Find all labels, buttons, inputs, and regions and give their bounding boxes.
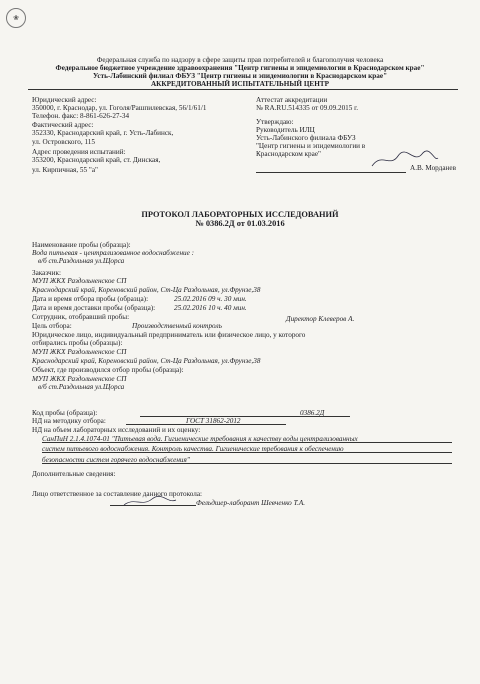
nd-line-1: СанПиН 2.1.4.1074-01 "Питьевая вода. Гигиенические требования к качеству воды централизованных (42, 435, 358, 443)
entity-line-1: МУП ЖКХ Раздольненское СП (32, 348, 127, 356)
nd-underline-1 (42, 442, 452, 443)
header-divider (28, 89, 458, 90)
nd-underline-3 (42, 463, 452, 464)
sampling-method-value: ГОСТ 31862-2012 (186, 417, 241, 425)
head-title-line-4: Краснодарском крае" (256, 150, 321, 158)
header-line-3: Усть-Лабинский филиал ФБУЗ "Центр гигиены и эпидемиологии в Краснодарском крае" (92, 72, 388, 80)
nd-underline-2 (42, 452, 452, 453)
sample-code-label: Код пробы (образца): (32, 409, 98, 417)
object-line-2: в/б ст.Раздольная ул.Щорса (38, 383, 125, 391)
sample-name-line-2: в/б ст.Раздольная ул.Щорса (38, 257, 125, 265)
entity-label-line-1: Юридическое лицо, индивидуальный предприниматель или физическое лицо, у которого (32, 331, 306, 339)
entity-label-line-2: отбирались пробы (образцы): (32, 339, 123, 347)
legal-address: 350000, г. Краснодар, ул. Гоголя/Рашпилевская, 56/1/61/1 (32, 104, 207, 112)
sample-name-label: Наименование пробы (образца): (32, 241, 131, 249)
header-line-4: АККРЕДИТОВАННЫЙ ИСПЫТАТЕЛЬНЫЙ ЦЕНТР (150, 80, 329, 88)
extra-info-label: Дополнительные сведения: (32, 470, 116, 478)
head-signer-name: А.В. Морданев (410, 164, 456, 172)
head-title-line-1: Руководитель ИЛЦ (256, 126, 315, 134)
accreditation-number: № RA.RU.514335 от 09.09.2015 г. (256, 104, 359, 112)
header-line-1: Федеральная служба по надзору в сфере защиты прав потребителей и благополучия человека (96, 56, 384, 64)
actual-address-line-1: 352330, Краснодарский край, г. Усть-Лабинск, (32, 129, 174, 137)
delivery-datetime-value: 25.02.2016 10 ч. 40 мин. (174, 304, 247, 312)
head-title-line-3: "Центр гигиены и эпидемиологии в (256, 142, 366, 150)
customer-label: Заказчик: (32, 269, 62, 277)
approval-label: Утверждаю: (256, 118, 294, 126)
responsible-signature-icon (120, 495, 180, 507)
phone-fax: Телефон. факс: 8-861-626-27-34 (32, 112, 130, 120)
head-title-line-2: Усть-Лабинского филиала ФБУЗ (256, 134, 356, 142)
actual-address-label: Фактический адрес: (32, 121, 94, 129)
object-line-1: МУП ЖКХ Раздольненское СП (32, 375, 127, 383)
sampling-datetime-value: 25.02.2016 09 ч. 30 мин. (174, 295, 247, 303)
purpose-value: Производственный контроль (132, 322, 222, 330)
entity-line-2: Краснодарский край, Кореновский район, Ст-Ца Раздольная, ул.Фрунзе,38 (32, 357, 261, 365)
test-address-label: Адрес проведения испытаний: (32, 148, 126, 156)
employee-label: Сотрудник, отобравший пробы: (32, 313, 130, 321)
sampling-method-label: НД на методику отбора: (32, 417, 106, 425)
sampling-datetime-label: Дата и время отбора пробы (образца): (32, 295, 149, 303)
employee-value: Директор Клеверов А. (286, 315, 355, 323)
actual-address-line-2: ул. Островского, 115 (32, 138, 95, 146)
nd-label: НД на объем лабораторных исследований и их оценку: (32, 426, 201, 434)
purpose-label: Цель отбора: (32, 322, 72, 330)
logo-emblem-icon: ❀ (6, 8, 26, 28)
sampling-method-underline (126, 424, 286, 425)
responsible-label: Лицо ответственное за составление данного протокола: (32, 490, 203, 498)
legal-address-label: Юридический адрес: (32, 96, 97, 104)
protocol-number: № 0386.2Д от 01.03.2016 (195, 219, 285, 228)
nd-line-2: систем питьевого водоснабжения. Контроль качества. Гигиенические требования к обеспечению (42, 445, 344, 453)
signature-line (256, 172, 406, 173)
customer-line-2: Краснодарский край, Кореновский район, Ст-Ца Раздольная, ул.Фрунзе,38 (32, 286, 261, 294)
nd-line-3: безопасности систем горячего водоснабжения" (42, 456, 190, 464)
customer-line-1: МУП ЖКХ Раздольненское СП (32, 277, 127, 285)
sample-name-line-1: Вода питьевая - централизованное водоснабжение : (32, 249, 195, 257)
sample-code-underline (140, 416, 350, 417)
sample-code-value: 0386.2Д (300, 409, 325, 417)
accreditation-label: Аттестат аккредитации (256, 96, 328, 104)
delivery-datetime-label: Дата и время доставки пробы (образца): (32, 304, 156, 312)
header-line-2: Федеральное бюджетное учреждение здравоохранения "Центр гигиены и эпидемиологии в Краснодарском крае" (55, 64, 425, 72)
protocol-title: ПРОТОКОЛ ЛАБОРАТОРНЫХ ИССЛЕДОВАНИЙ (141, 210, 339, 219)
test-address-line-1: 353200, Краснодарский край, ст. Динская, (32, 156, 161, 164)
head-signature-icon (370, 148, 440, 170)
object-label: Объект, где производился отбор пробы (образца): (32, 366, 184, 374)
test-address-line-2: ул. Кирпичная, 55 "а" (32, 166, 98, 174)
responsible-value: Фельдшер-лаборант Шевченко Т.А. (196, 499, 306, 507)
